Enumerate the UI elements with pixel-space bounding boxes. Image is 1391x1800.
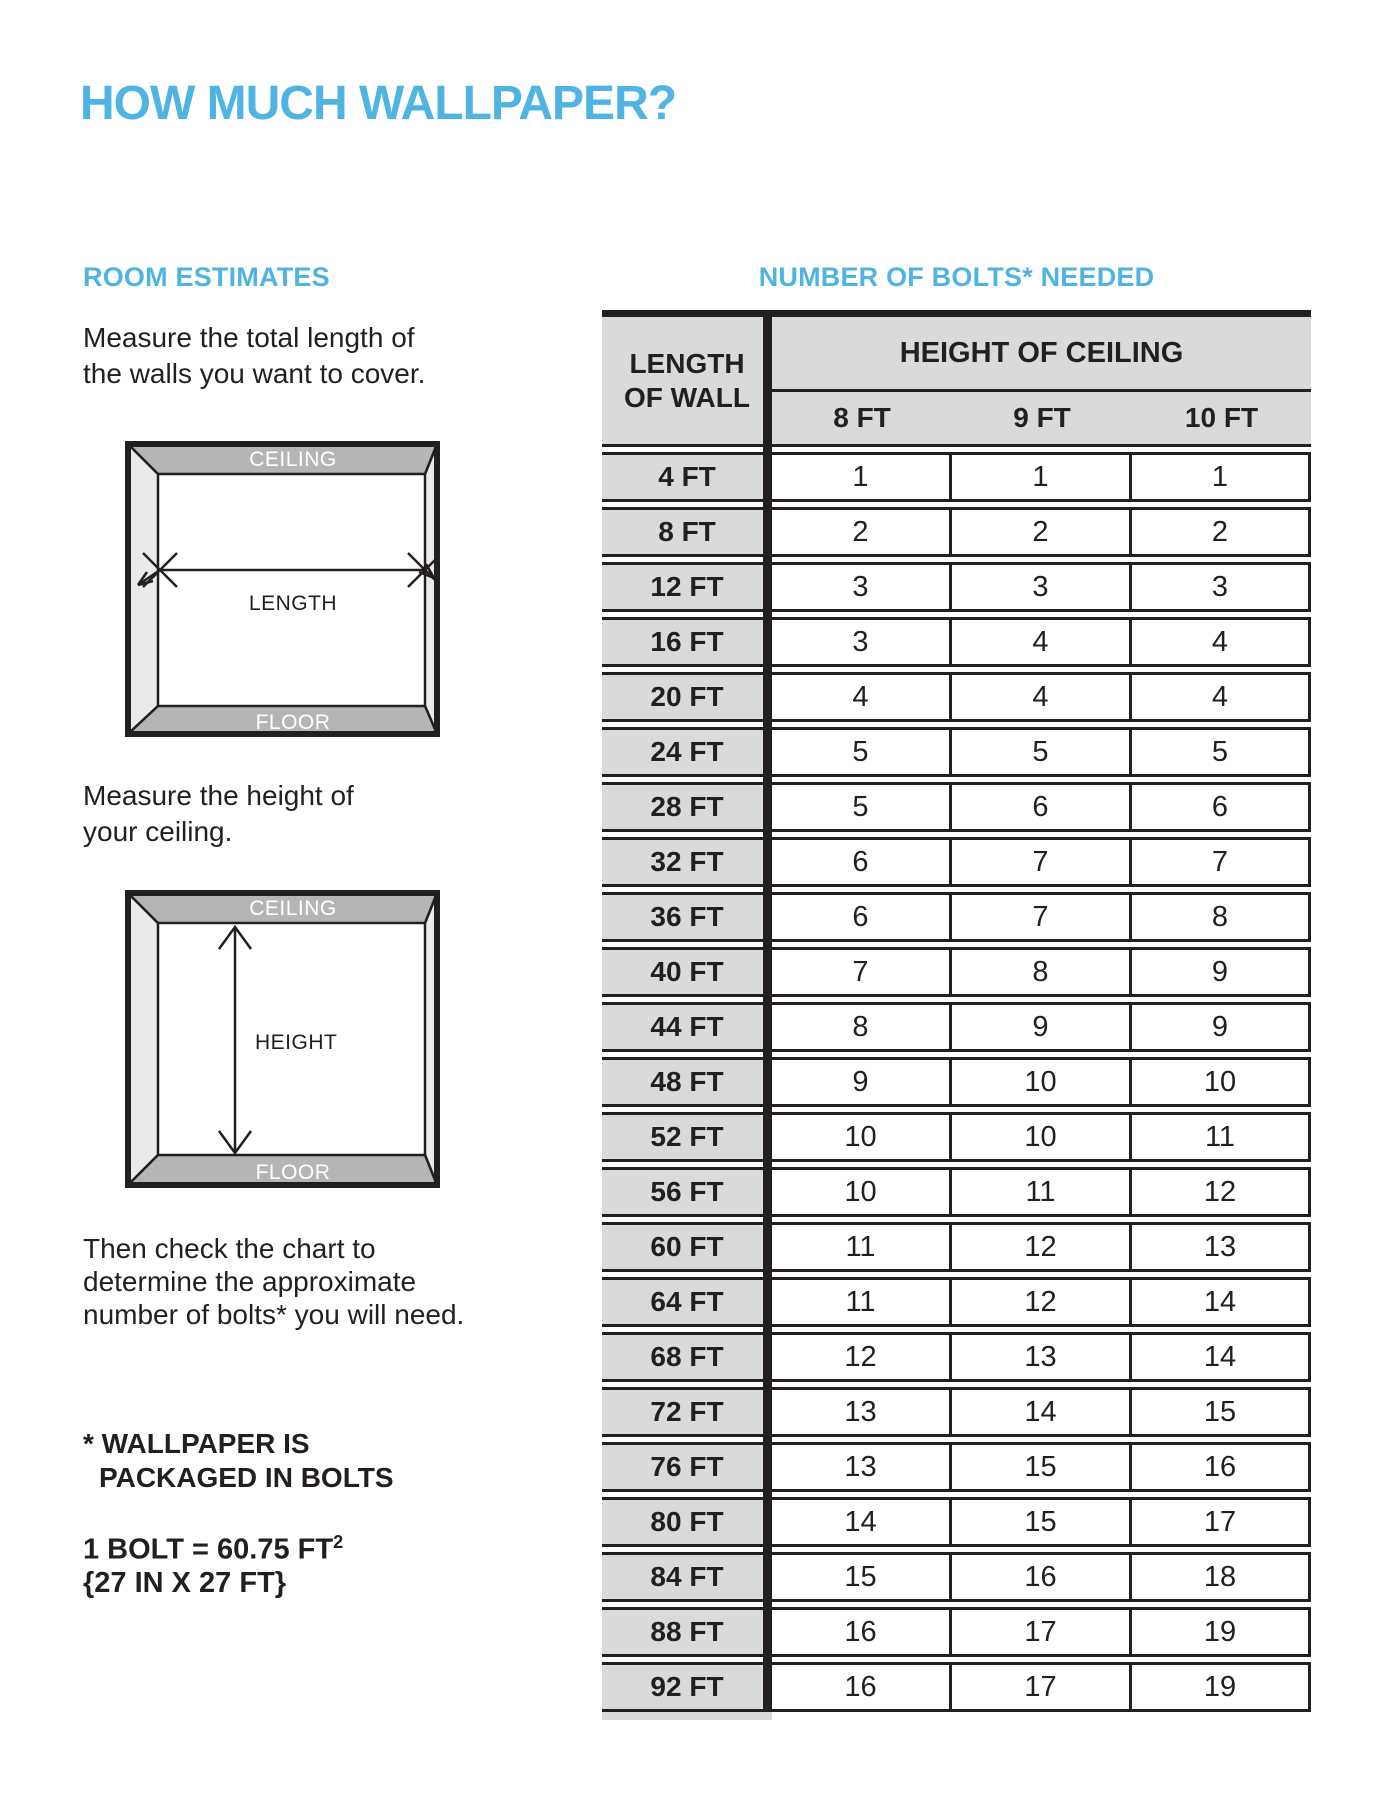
bolt-count-cell: 13 — [952, 1332, 1132, 1382]
wall-length-cell: 4 FT — [602, 452, 772, 502]
wall-length-cell: 72 FT — [602, 1387, 772, 1437]
wall-length-cell: 92 FT — [602, 1662, 772, 1712]
wall-length-cell: 76 FT — [602, 1442, 772, 1492]
bolt-count-cell: 14 — [1132, 1332, 1311, 1382]
bolt-count-cell: 11 — [772, 1277, 952, 1327]
bolt-count-cell: 13 — [772, 1387, 952, 1437]
bolt-count-cell: 16 — [772, 1662, 952, 1712]
bolt-count-cell: 16 — [952, 1552, 1132, 1602]
wall-length-cell: 36 FT — [602, 892, 772, 942]
bolt-count-cell: 17 — [952, 1662, 1132, 1712]
table-row — [602, 892, 1311, 942]
col-header-9ft: 9 FT — [952, 392, 1132, 447]
wall-length-cell: 16 FT — [602, 617, 772, 667]
bolt-count-cell: 3 — [772, 617, 952, 667]
step3-text — [83, 1232, 464, 1331]
wall-length-cell: 44 FT — [602, 1002, 772, 1052]
table-top-border — [602, 310, 1311, 317]
wall-length-cell: 60 FT — [602, 1222, 772, 1272]
bolt-count-cell: 2 — [772, 507, 952, 557]
bolt-count-cell: 6 — [1132, 782, 1311, 832]
bolt-count-cell: 5 — [952, 727, 1132, 777]
bolt-count-cell: 10 — [772, 1167, 952, 1217]
bolt-count-cell: 8 — [952, 947, 1132, 997]
table-row — [602, 1607, 1311, 1657]
step1-line1: Measure the total length of — [83, 322, 415, 353]
height-label: HEIGHT — [255, 1031, 338, 1054]
ceiling-label: CEILING — [249, 448, 337, 471]
ceiling-height-subheaders — [772, 392, 1311, 447]
wall-length-cell: 40 FT — [602, 947, 772, 997]
table-row — [602, 782, 1311, 832]
wall-length-cell: 24 FT — [602, 727, 772, 777]
bolt-count-cell: 10 — [1132, 1057, 1311, 1107]
bolt-count-cell: 4 — [952, 617, 1132, 667]
step2-text — [83, 778, 354, 850]
bolt-equation-exponent: 2 — [333, 1532, 344, 1552]
table-row — [602, 1112, 1311, 1162]
height-measure-arrow — [219, 927, 251, 1153]
bolt-count-cell: 3 — [952, 562, 1132, 612]
table-row — [602, 617, 1311, 667]
step3-line3: number of bolts* you will need. — [83, 1299, 465, 1330]
bolt-dimensions: {27 IN X 27 FT} — [83, 1566, 287, 1599]
bolts-table — [602, 310, 1311, 1720]
table-header — [602, 317, 1311, 447]
bolt-equation-text: 1 BOLT = 60.75 FT — [83, 1533, 334, 1566]
wall-length-cell: 52 FT — [602, 1112, 772, 1162]
table-row — [602, 947, 1311, 997]
bolt-count-cell: 19 — [1132, 1662, 1311, 1712]
room-estimates-heading: ROOM ESTIMATES — [83, 262, 330, 292]
floor-label: FLOOR — [255, 711, 331, 734]
table-row — [602, 672, 1311, 722]
wall-length-cell: 84 FT — [602, 1552, 772, 1602]
wall-length-cell: 28 FT — [602, 782, 772, 832]
bolt-count-cell: 4 — [1132, 617, 1311, 667]
height-room-diagram — [125, 890, 440, 1188]
bolt-count-cell: 17 — [952, 1607, 1132, 1657]
table-row — [602, 507, 1311, 557]
bolt-count-cell: 12 — [1132, 1167, 1311, 1217]
bolt-count-cell: 14 — [952, 1387, 1132, 1437]
wall-length-cell: 20 FT — [602, 672, 772, 722]
bolts-needed-heading: NUMBER OF BOLTS* NEEDED — [758, 262, 1155, 292]
length-measure-arrow — [138, 553, 440, 587]
bolt-count-cell: 11 — [952, 1167, 1132, 1217]
footnote-line1: * WALLPAPER IS — [83, 1428, 310, 1459]
bolt-count-cell: 5 — [772, 782, 952, 832]
table-row — [602, 562, 1311, 612]
bolt-count-cell: 15 — [772, 1552, 952, 1602]
length-of-wall-line2: OF WALL — [624, 381, 750, 413]
table-row — [602, 1332, 1311, 1382]
bolt-count-cell: 1 — [952, 452, 1132, 502]
table-row — [602, 1222, 1311, 1272]
bolt-count-cell: 1 — [1132, 452, 1311, 502]
bolt-count-cell: 12 — [952, 1222, 1132, 1272]
bolt-count-cell: 6 — [952, 782, 1132, 832]
bolt-count-cell: 5 — [772, 727, 952, 777]
bolt-count-cell: 15 — [1132, 1387, 1311, 1437]
wall-length-cell: 32 FT — [602, 837, 772, 887]
wall-length-cell: 64 FT — [602, 1277, 772, 1327]
page-title: HOW MUCH WALLPAPER? — [80, 77, 677, 130]
bolt-count-cell: 2 — [1132, 507, 1311, 557]
bolt-count-cell: 10 — [772, 1112, 952, 1162]
ceiling-label: CEILING — [249, 897, 337, 920]
bolt-count-cell: 4 — [1132, 672, 1311, 722]
bolt-count-cell: 7 — [952, 837, 1132, 887]
bolt-size-info — [83, 1526, 343, 1600]
bolt-count-cell: 13 — [772, 1442, 952, 1492]
bolt-count-cell: 17 — [1132, 1497, 1311, 1547]
bolt-count-cell: 12 — [772, 1332, 952, 1382]
left-wall-shape — [128, 444, 158, 734]
length-room-diagram — [125, 441, 440, 737]
bolt-count-cell: 9 — [772, 1057, 952, 1107]
table-vertical-divider — [763, 310, 772, 1712]
bolt-count-cell: 19 — [1132, 1607, 1311, 1657]
table-row — [602, 1167, 1311, 1217]
bolt-count-cell: 14 — [772, 1497, 952, 1547]
bolt-count-cell: 9 — [952, 1002, 1132, 1052]
bolt-equation — [83, 1526, 343, 1567]
bolt-count-cell: 9 — [1132, 1002, 1311, 1052]
bolt-count-cell: 7 — [1132, 837, 1311, 887]
wall-length-cell: 68 FT — [602, 1332, 772, 1382]
table-row — [602, 1442, 1311, 1492]
bolt-count-cell: 3 — [1132, 562, 1311, 612]
bolt-count-cell: 4 — [772, 672, 952, 722]
table-row — [602, 1277, 1311, 1327]
wall-length-cell: 56 FT — [602, 1167, 772, 1217]
height-of-ceiling-header: HEIGHT OF CEILING — [772, 317, 1311, 392]
step2-line2: your ceiling. — [83, 816, 233, 847]
bolt-count-cell: 10 — [952, 1112, 1132, 1162]
floor-label: FLOOR — [255, 1161, 331, 1184]
bolt-count-cell: 11 — [772, 1222, 952, 1272]
bolt-count-cell: 3 — [772, 562, 952, 612]
step1-line2: the walls you want to cover. — [83, 358, 426, 389]
wall-length-cell: 80 FT — [602, 1497, 772, 1547]
room-outline — [128, 444, 437, 734]
bolt-count-cell: 10 — [952, 1057, 1132, 1107]
table-row — [602, 1662, 1311, 1712]
table-row — [602, 837, 1311, 887]
table-row — [602, 1002, 1311, 1052]
table-bottom-stub — [602, 1712, 772, 1720]
step3-line2: determine the approximate — [83, 1266, 417, 1297]
footnote-line2: PACKAGED IN BOLTS — [99, 1462, 394, 1493]
bolt-count-cell: 13 — [1132, 1222, 1311, 1272]
bolt-count-cell: 4 — [952, 672, 1132, 722]
bolt-count-cell: 16 — [772, 1607, 952, 1657]
length-label: LENGTH — [248, 592, 338, 615]
bolt-count-cell: 2 — [952, 507, 1132, 557]
bolt-count-cell: 15 — [952, 1442, 1132, 1492]
step3-line1: Then check the chart to — [83, 1233, 376, 1264]
bolt-count-cell: 15 — [952, 1497, 1132, 1547]
wall-length-cell: 88 FT — [602, 1607, 772, 1657]
length-of-wall-line1: LENGTH — [629, 347, 745, 379]
wall-length-cell: 8 FT — [602, 507, 772, 557]
bolt-count-cell: 7 — [772, 947, 952, 997]
col-header-10ft: 10 FT — [1132, 392, 1311, 447]
bolt-count-cell: 18 — [1132, 1552, 1311, 1602]
table-row — [602, 452, 1311, 502]
step2-line1: Measure the height of — [83, 780, 354, 811]
bolts-footnote — [83, 1427, 394, 1495]
wall-length-cell: 12 FT — [602, 562, 772, 612]
bolt-count-cell: 14 — [1132, 1277, 1311, 1327]
left-wall-shape — [128, 893, 158, 1185]
bolt-count-cell: 6 — [772, 892, 952, 942]
table-row — [602, 1057, 1311, 1107]
bolt-count-cell: 5 — [1132, 727, 1311, 777]
bolt-count-cell: 8 — [772, 1002, 952, 1052]
bolt-count-cell: 9 — [1132, 947, 1311, 997]
table-row — [602, 1497, 1311, 1547]
bolt-count-cell: 12 — [952, 1277, 1132, 1327]
table-body — [602, 452, 1311, 1712]
ceiling-height-header-group — [772, 317, 1311, 447]
table-row — [602, 1552, 1311, 1602]
bolt-count-cell: 11 — [1132, 1112, 1311, 1162]
bolt-count-cell: 16 — [1132, 1442, 1311, 1492]
col-header-8ft: 8 FT — [772, 392, 952, 447]
step1-text — [83, 320, 425, 392]
bolt-count-cell: 6 — [772, 837, 952, 887]
table-row — [602, 1387, 1311, 1437]
bolt-count-cell: 1 — [772, 452, 952, 502]
length-of-wall-header — [602, 317, 772, 447]
wall-length-cell: 48 FT — [602, 1057, 772, 1107]
bolt-count-cell: 7 — [952, 892, 1132, 942]
table-row — [602, 727, 1311, 777]
bolt-count-cell: 8 — [1132, 892, 1311, 942]
